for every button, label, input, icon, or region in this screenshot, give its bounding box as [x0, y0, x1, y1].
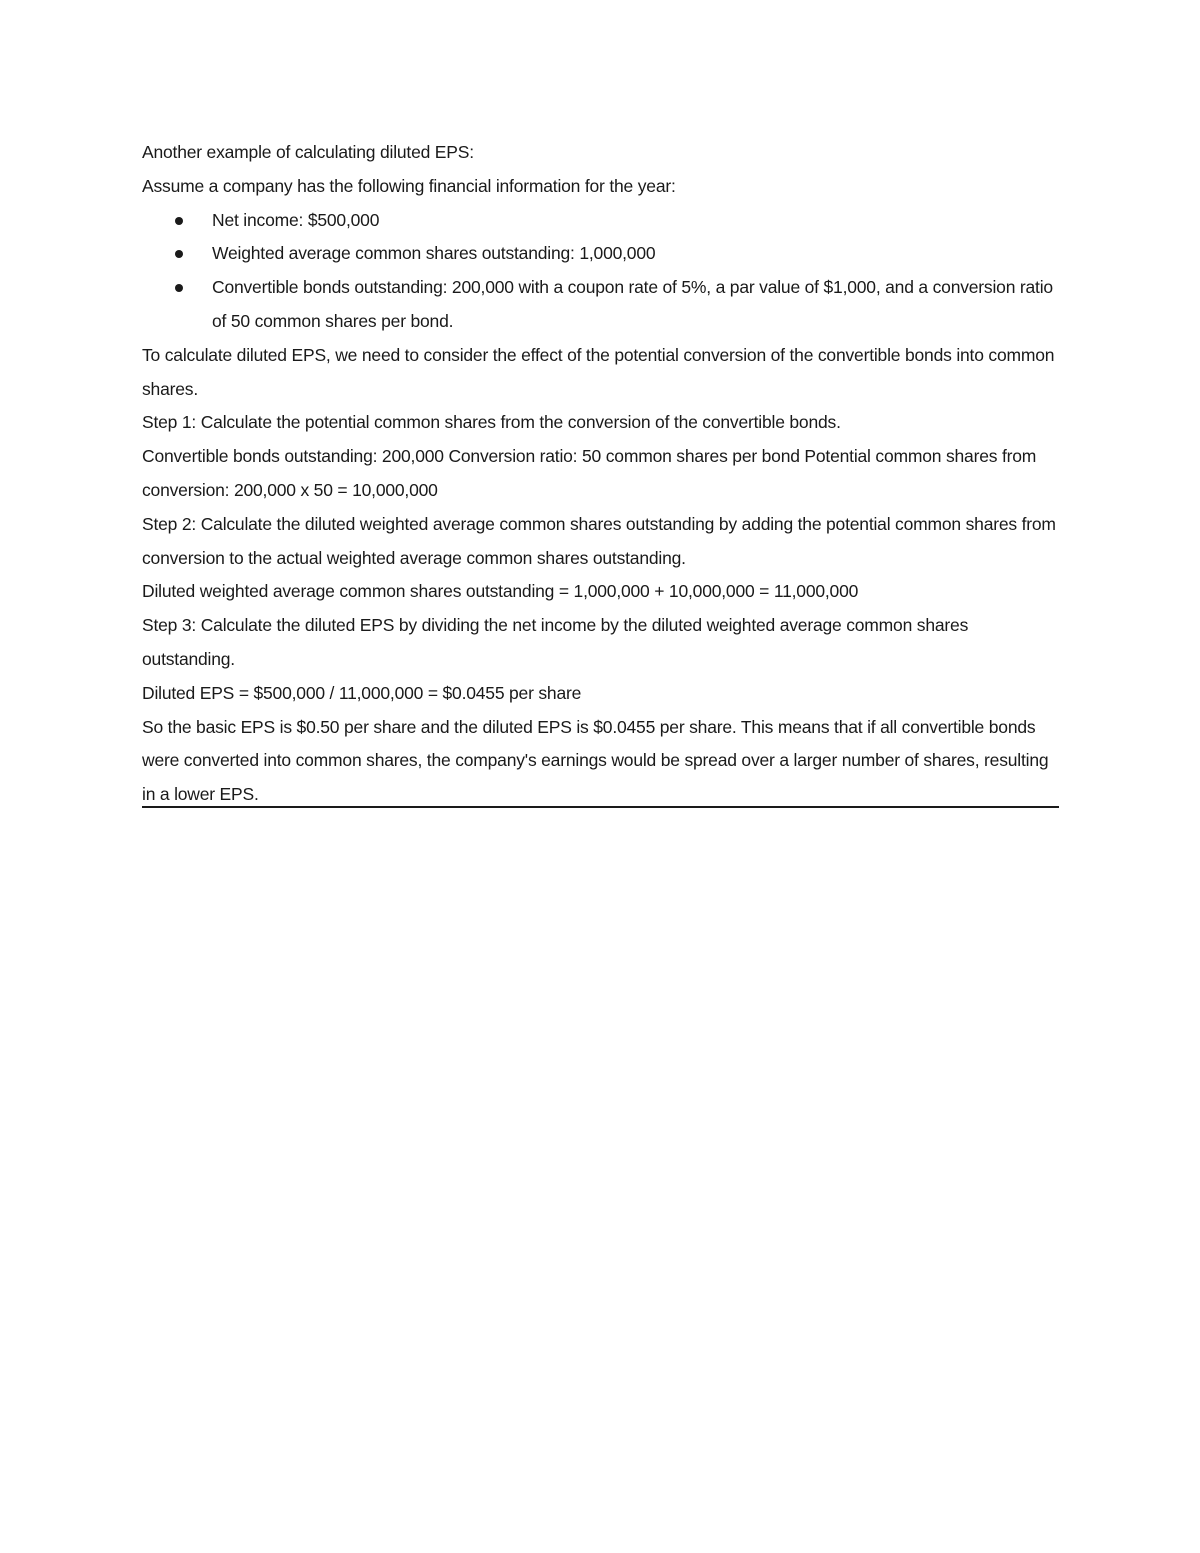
list-item-text: Net income: $500,000 [212, 209, 380, 230]
step-1-calculation: Convertible bonds outstanding: 200,000 Conversion ratio: 50 common shares per bond Potential common shares from conversion: 200,000 x 50 = 10,000,000 [142, 446, 1037, 500]
step-3-heading: Step 3: Calculate the diluted EPS by dividing the net income by the diluted weighted average common shares outstanding. [142, 615, 969, 669]
step-1-heading: Step 1: Calculate the potential common shares from the conversion of the convertible bonds. [142, 412, 841, 433]
bullet-icon [175, 250, 183, 258]
list-item [142, 271, 1060, 339]
step-2-heading: Step 2: Calculate the diluted weighted average common shares outstanding by adding the potential common shares from conversion to the actual weighted average common shares outstanding. [142, 513, 1056, 568]
step-3-calculation: Diluted EPS = $500,000 / 11,000,000 = $0.0455 per share [142, 682, 582, 703]
document-body [142, 136, 1060, 812]
assume-line: Assume a company has the following financial information for the year: [142, 175, 676, 196]
conclusion-paragraph: So the basic EPS is $0.50 per share and the diluted EPS is $0.0455 per share. This means that if all convertible bonds were converted into common shares, the company's earnings would be spread over a larger number of shares, resulting in a lower EPS. [142, 716, 1049, 805]
list-item [142, 204, 1060, 238]
bullet-icon [175, 284, 183, 292]
horizontal-rule [142, 806, 1059, 808]
list-item [142, 237, 1060, 271]
bullet-icon [175, 217, 183, 225]
paragraph-intro: To calculate diluted EPS, we need to consider the effect of the potential conversion of the convertible bonds into common shares. [142, 344, 1055, 399]
intro-line: Another example of calculating diluted EPS: [142, 142, 474, 162]
step-2-calculation: Diluted weighted average common shares outstanding = 1,000,000 + 10,000,000 = 11,000,000 [142, 581, 859, 602]
list-item-text: Weighted average common shares outstanding: 1,000,000 [212, 243, 656, 264]
financial-info-list [142, 204, 1060, 339]
list-item-text: Convertible bonds outstanding: 200,000 with a coupon rate of 5%, a par value of $1,000, and a conversion ratio of 50 common shares per bond. [212, 277, 1053, 331]
